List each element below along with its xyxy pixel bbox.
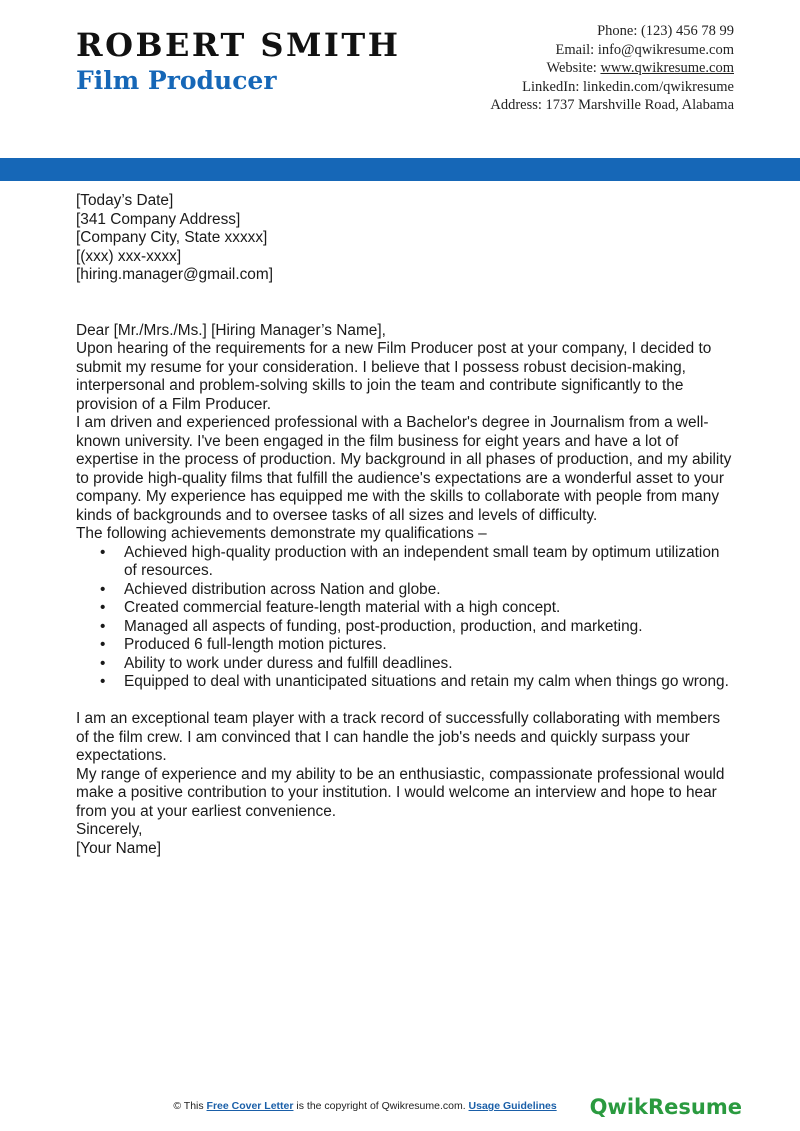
qwikresume-logo — [590, 1095, 742, 1119]
achievement-item: • Equipped to deal with unanticipated situations and retain my calm when things go wrong. — [124, 673, 736, 692]
letter-header — [0, 0, 800, 160]
achievement-item: • Produced 6 full-length motion pictures. — [124, 636, 736, 655]
closing-word: Sincerely, — [76, 821, 143, 838]
salutation: Dear [Mr./Mrs./Ms.] [Hiring Manager’s Name], — [76, 321, 386, 339]
logo-part-resume: Resume — [648, 1095, 742, 1119]
signoff — [76, 821, 736, 858]
contact-linkedin: LinkedIn: linkedin.com/qwikresume — [522, 78, 734, 95]
job-title: Film Producer — [76, 66, 277, 95]
paragraph-teamwork: I am an exceptional team player with a track record of successfully collaborating with members of the film crew. I am convinced that I can handle the job's needs and quickly surpass your expectations. — [76, 710, 721, 764]
achievements-list — [76, 544, 736, 692]
applicant-name: ROBERT SMITH — [76, 26, 401, 64]
recipient-company-city: [Company City, State xxxxx] — [76, 229, 268, 246]
website-link[interactable]: www.qwikresume.com — [600, 60, 734, 76]
letter-body — [76, 192, 736, 858]
recipient-address — [76, 211, 736, 285]
achievement-item: • Created commercial feature-length material with a high concept. — [124, 599, 736, 618]
achievement-item: • Ability to work under duress and fulfill deadlines. — [124, 655, 736, 674]
contact-email: Email: info@qwikresume.com — [555, 41, 734, 58]
recipient-company-address: [341 Company Address] — [76, 210, 241, 228]
contact-website — [414, 59, 734, 78]
usage-guidelines-link[interactable]: Usage Guidelines — [468, 1100, 557, 1112]
page-footer — [0, 1090, 800, 1130]
achievements-intro: The following achievements demonstrate my qualifications – — [76, 525, 487, 542]
achievement-item: • Managed all aspects of funding, post-production, production, and marketing. — [124, 618, 736, 637]
paragraph-intro: Upon hearing of the requirements for a new Film Producer post at your company, I decided to submit my resume for your consideration. I believe that I possess robust decision-making, interpersonal and problem-solving skills to join the team and contribute significantly to the provision of a Film Producer. — [76, 340, 712, 413]
paragraph-closing: My range of experience and my ability to be an enthusiastic, compassionate professional would make a positive contribution to your institution. I would welcome an interview and hope to hear from you at your earliest convenience. — [76, 765, 725, 820]
logo-part-qwik: Qwik — [589, 1095, 648, 1119]
website-label: Website: — [546, 60, 601, 76]
accent-band — [0, 158, 800, 181]
contact-address: Address: 1737 Marshville Road, Alabama — [490, 97, 734, 113]
contact-phone: Phone: (123) 456 78 99 — [597, 23, 734, 39]
letter-date: [Today’s Date] — [76, 192, 174, 209]
free-cover-letter-link[interactable]: Free Cover Letter — [206, 1100, 294, 1112]
copyright-middle: is the copyright of Qwikresume.com. — [293, 1100, 469, 1112]
spacer — [76, 303, 736, 322]
copyright-prefix: © This — [173, 1100, 207, 1112]
signature-name: [Your Name] — [76, 839, 161, 857]
paragraph-background: I am driven and experienced professional with a Bachelor's degree in Journalism from a well-known university. I've been engaged in the film business for eight years and have a lot of expertise in the process of production. My background in all phases of production, and my ability to provide high-quality films that fulfill the audience's expectations are a wonderful asset to your company. My experience has equipped me with the skills to collaborate with people from many kinds of backgrounds and to oversee tasks of all sizes and levels of difficulty. — [76, 414, 732, 524]
recipient-email: [hiring.manager@gmail.com] — [76, 266, 273, 283]
recipient-phone: [(xxx) xxx-xxxx] — [76, 247, 182, 265]
achievement-item: • Achieved high-quality production with an independent small team by optimum utilization of resources. — [124, 544, 736, 581]
achievement-item: • Achieved distribution across Nation and globe. — [124, 581, 736, 600]
contact-block — [414, 22, 734, 115]
